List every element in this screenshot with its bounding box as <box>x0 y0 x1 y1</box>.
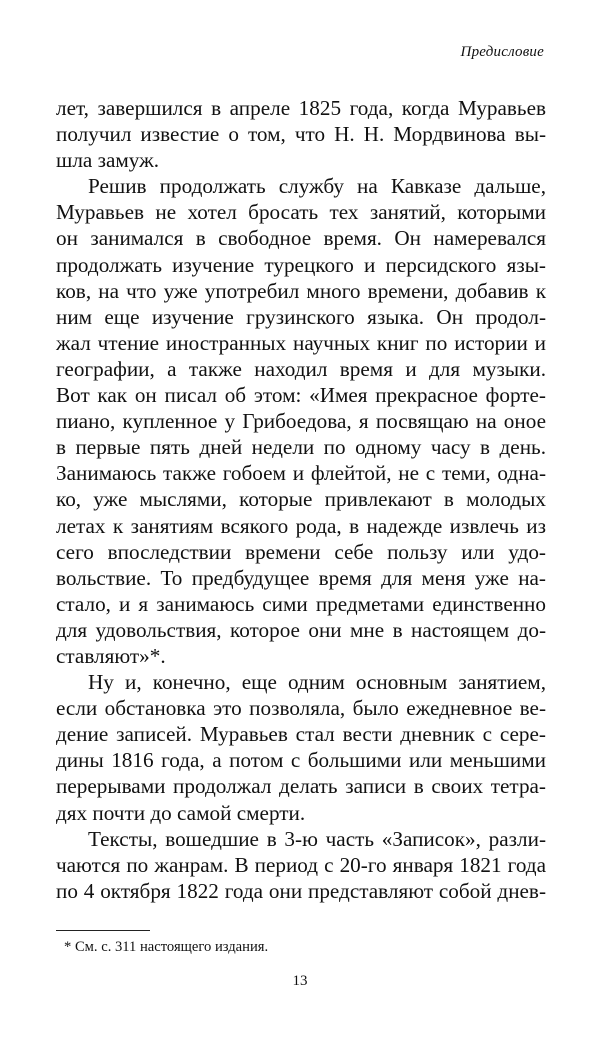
text-line: Вот как он писал об этом: «Имея прекрасное форте- <box>56 383 546 408</box>
text-line: Ну и, конечно, еще одним основным занятием, <box>88 670 546 695</box>
text-line: по 4 октября 1822 года они представляют собой днев- <box>56 878 546 903</box>
text-line: вольствие. То предбудущее время для меня уже на- <box>56 565 546 590</box>
text-line: шла замуж. <box>56 148 160 173</box>
text-line: Муравьев не хотел бросать тех занятий, которыми <box>56 200 546 225</box>
text-line: продолжать изучение турецкого и персидского язы- <box>56 252 546 277</box>
text-line: дины 1816 года, а потом с большими или меньшими <box>56 748 546 773</box>
text-line: ставляют»*. <box>56 643 166 668</box>
text-line: дях почти до самой смерти. <box>56 800 306 825</box>
text-line: перерывами продолжал делать записи в своих тетра- <box>56 774 546 799</box>
text-line: стало, и я занимаюсь сими предметами единственно <box>56 591 546 616</box>
body-text <box>56 95 546 904</box>
text-line: ним еще изучение грузинского языка. Он продол- <box>56 304 546 329</box>
text-line: получил известие о том, что Н. Н. Мордвинова вы- <box>56 122 546 147</box>
page-number: 13 <box>292 973 308 989</box>
text-line: ков, на что уже употребил много времени, добавив к <box>56 278 546 303</box>
text-line: для удовольствия, которое они мне в настоящем до- <box>56 617 546 642</box>
running-header: Предисловие <box>460 44 544 60</box>
text-line: лет, завершился в апреле 1825 года, когда Муравьев <box>56 96 546 120</box>
text-line: Тексты, вошедшие в 3-ю часть «Записок», разли- <box>88 826 546 851</box>
text-line: пиано, купленное у Грибоедова, я посвящаю на оное <box>56 409 546 434</box>
text-line: чаются по жанрам. В период с 20-го января 1821 года <box>56 852 546 877</box>
text-line: в первые пять дней недели по одному часу в день. <box>56 435 546 460</box>
text-line: сего впоследствии времени себе пользу или удо- <box>56 539 546 564</box>
text-line: Решив продолжать службу на Кавказе дальше, <box>88 174 546 199</box>
text-line: жал чтение иностранных научных книг по истории и <box>56 330 546 355</box>
text-line: дение записей. Муравьев стал вести дневник с сере- <box>56 722 546 747</box>
footnote: * См. с. 311 настоящего издания. <box>64 939 269 955</box>
text-line: ко, уже мыслями, которые привлекают в молодых <box>56 487 546 512</box>
text-line: географии, а также находил время и для музыки. <box>56 356 546 381</box>
footnote-divider <box>56 930 150 931</box>
text-line: Занимаюсь также гобоем и флейтой, не с теми, однa- <box>56 461 546 486</box>
text-line: если обстановка это позволяла, было ежедневное ве- <box>56 696 546 721</box>
text-line: он занимался в свободное время. Он намеревался <box>56 226 546 251</box>
text-line: летах к занятиям всякого рода, в надежде извлечь из <box>56 513 546 538</box>
